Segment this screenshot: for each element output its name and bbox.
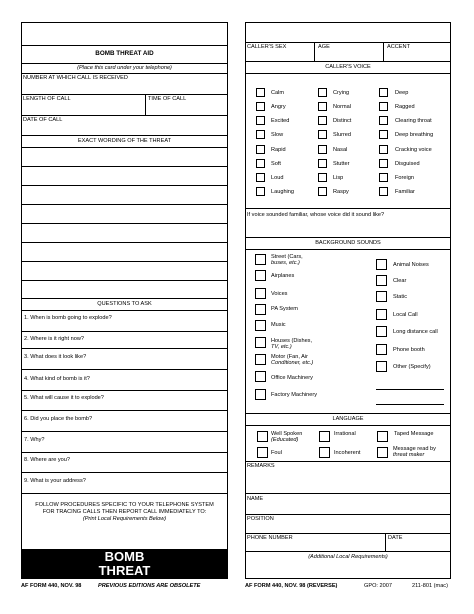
date-of-call-label: DATE OF CALL (23, 117, 63, 123)
language-option: Message read by (393, 446, 436, 452)
voice-option: Nasal (333, 147, 348, 153)
voice-option: Lisp (333, 175, 344, 181)
checkbox[interactable] (377, 447, 388, 458)
position-label: POSITION (247, 516, 274, 522)
question-item: 7. Why? (24, 437, 45, 443)
checkbox[interactable] (379, 116, 388, 125)
accent-label: ACCENT (387, 44, 410, 50)
checkbox[interactable] (318, 145, 327, 154)
language-option: Well Spoken (271, 431, 303, 437)
name-label: NAME (247, 496, 264, 502)
checkbox[interactable] (379, 88, 388, 97)
language-option: Foul (271, 450, 282, 456)
background-option: Office Machinery (271, 375, 313, 381)
procedures-line-3: (Print Local Requirements Below) (82, 516, 167, 522)
background-option: Animal Noises (393, 262, 429, 268)
checkbox[interactable] (256, 102, 265, 111)
other-specify-line[interactable] (376, 389, 444, 390)
remarks-label: REMARKS (247, 463, 275, 469)
background-header: BACKGROUND SOUNDS (315, 240, 381, 246)
background-option: Motor (Fan, Air (271, 354, 308, 360)
language-option: Taped Message (394, 431, 434, 437)
checkbox[interactable] (376, 259, 387, 270)
checkbox[interactable] (256, 145, 265, 154)
checkbox[interactable] (376, 344, 387, 355)
voice-option: Normal (333, 104, 352, 110)
checkbox[interactable] (255, 371, 266, 382)
language-option-detail: (Educated) (271, 437, 299, 443)
checkbox[interactable] (376, 309, 387, 320)
checkbox[interactable] (318, 159, 327, 168)
checkbox[interactable] (256, 159, 265, 168)
callers-sex-label: CALLER'S SEX (247, 44, 287, 50)
background-option: Phone booth (393, 347, 425, 353)
card-title: BOMB THREAT AID (95, 50, 154, 57)
voice-option: Raspy (333, 189, 349, 195)
checkbox[interactable] (376, 361, 387, 372)
checkbox[interactable] (255, 304, 266, 315)
voice-option: Familiar (395, 189, 415, 195)
checkbox[interactable] (256, 130, 265, 139)
background-option: PA System (271, 306, 298, 312)
voice-option: Distinct (333, 118, 352, 124)
voice-option: Slow (271, 132, 284, 138)
checkbox[interactable] (377, 431, 388, 442)
language-option-detail: threat maker (393, 452, 425, 458)
question-item: 6. Did you place the bomb? (24, 416, 93, 422)
checkbox[interactable] (255, 320, 266, 331)
background-option: Clear (393, 278, 407, 284)
date-label: DATE (388, 535, 403, 541)
bomb-line-2: THREAT (98, 563, 151, 578)
checkbox[interactable] (318, 116, 327, 125)
background-option-detail: buses, etc.) (271, 260, 300, 266)
card-subtitle: (Place this card under your telephone) (77, 65, 172, 71)
phone-number-label: PHONE NUMBER (247, 535, 293, 541)
background-option: Other (Specify) (393, 364, 431, 370)
background-option: Music (271, 322, 286, 328)
checkbox[interactable] (257, 431, 268, 442)
voice-option: Deep (395, 90, 409, 96)
checkbox[interactable] (255, 354, 266, 365)
background-option: Street (Cars, (271, 254, 303, 260)
checkbox[interactable] (379, 145, 388, 154)
checkbox[interactable] (376, 275, 387, 286)
checkbox[interactable] (255, 254, 266, 265)
voice-option: Cracking voice (395, 147, 432, 153)
checkbox[interactable] (318, 88, 327, 97)
background-option: Static (393, 294, 407, 300)
checkbox[interactable] (379, 187, 388, 196)
voice-option: Stutter (333, 161, 350, 167)
procedures-line-2: FOR TRACING CALLS THEN REPORT CALL IMMEDIATELY TO: (42, 509, 207, 515)
background-option: Houses (Dishes, (271, 338, 313, 344)
bomb-threat-banner (21, 549, 228, 579)
right-footer-form: AF FORM 440, NOV. 98 (REVERSE) (245, 583, 338, 589)
voice-option: Foreign (395, 175, 414, 181)
questions-header: QUESTIONS TO ASK (97, 301, 152, 307)
age-label: AGE (318, 44, 330, 50)
checkbox[interactable] (255, 389, 266, 400)
checkbox[interactable] (318, 187, 327, 196)
voice-option: Loud (271, 175, 284, 181)
checkbox[interactable] (376, 291, 387, 302)
voice-option: Slurred (333, 132, 352, 138)
wording-header: EXACT WORDING OF THE THREAT (77, 138, 172, 144)
voice-header: CALLER'S VOICE (325, 64, 371, 70)
question-item: 9. What is your address? (24, 478, 86, 484)
voice-option: Ragged (395, 104, 415, 110)
time-of-call-label: TIME OF CALL (148, 96, 187, 102)
voice-option: Angry (271, 104, 286, 110)
voice-option: Rapid (271, 147, 286, 153)
checkbox[interactable] (256, 187, 265, 196)
left-footer-note: PREVIOUS EDITIONS ARE OBSOLETE (98, 583, 201, 589)
background-option-detail: Conditioner, etc.) (271, 360, 314, 366)
question-item: 8. Where are you? (24, 457, 71, 463)
length-of-call-label: LENGTH OF CALL (23, 96, 71, 102)
right-footer-number: 211-801 (mac) (412, 583, 448, 589)
question-item: 3. What does it look like? (24, 354, 87, 360)
background-option: Local Call (393, 312, 418, 318)
voice-option: Deep breathing (395, 132, 434, 138)
voice-option: Excited (271, 118, 290, 124)
checkbox[interactable] (256, 173, 265, 182)
checkbox[interactable] (256, 88, 265, 97)
voice-option: Soft (271, 161, 281, 167)
background-option: Airplanes (271, 273, 295, 279)
other-specify-line[interactable] (376, 404, 444, 405)
language-header: LANGUAGE (332, 416, 364, 422)
checkbox[interactable] (257, 447, 268, 458)
left-footer-form: AF FORM 440, NOV. 98 (21, 583, 82, 589)
question-item: 1. When is bomb going to explode? (24, 315, 112, 321)
right-footer-gpo: GPO: 2007 (364, 583, 392, 589)
checkbox[interactable] (319, 447, 330, 458)
voice-option: Laughing (271, 189, 295, 195)
checkbox[interactable] (379, 173, 388, 182)
voice-option: Calm (271, 90, 285, 96)
checkbox[interactable] (318, 173, 327, 182)
checkbox[interactable] (255, 270, 266, 281)
question-item: 2. Where is it right now? (24, 336, 85, 342)
checkbox[interactable] (379, 102, 388, 111)
voice-option: Disguised (395, 161, 420, 167)
checkbox[interactable] (318, 130, 327, 139)
bomb-line-1: BOMB (104, 549, 145, 564)
checkbox[interactable] (255, 337, 266, 348)
familiar-voice-label: If voice sounded familiar, whose voice did it sound like? (247, 212, 385, 218)
checkbox[interactable] (319, 431, 330, 442)
background-option: Factory Machinery (271, 392, 318, 398)
checkbox[interactable] (318, 102, 327, 111)
checkbox[interactable] (256, 116, 265, 125)
question-item: 5. What will cause it to explode? (24, 395, 104, 401)
background-option: Long distance call (393, 329, 438, 335)
checkbox[interactable] (376, 326, 387, 337)
voice-option: Crying (333, 90, 350, 96)
background-option: Voices (271, 291, 288, 297)
question-item: 4. What kind of bomb is it? (24, 376, 90, 382)
checkbox[interactable] (379, 130, 388, 139)
voice-option: Clearing throat (395, 118, 432, 124)
checkbox[interactable] (255, 288, 266, 299)
language-option: Incoherent (334, 450, 361, 456)
checkbox[interactable] (379, 159, 388, 168)
additional-requirements-label: (Additional Local Requirements) (308, 554, 388, 560)
number-received-label: NUMBER AT WHICH CALL IS RECEIVED (23, 75, 128, 81)
procedures-line-1: FOLLOW PROCEDURES SPECIFIC TO YOUR TELEPHONE SYSTEM (35, 502, 214, 508)
background-option-detail: TV, etc.) (271, 344, 292, 350)
language-option: Irrational (334, 431, 356, 437)
